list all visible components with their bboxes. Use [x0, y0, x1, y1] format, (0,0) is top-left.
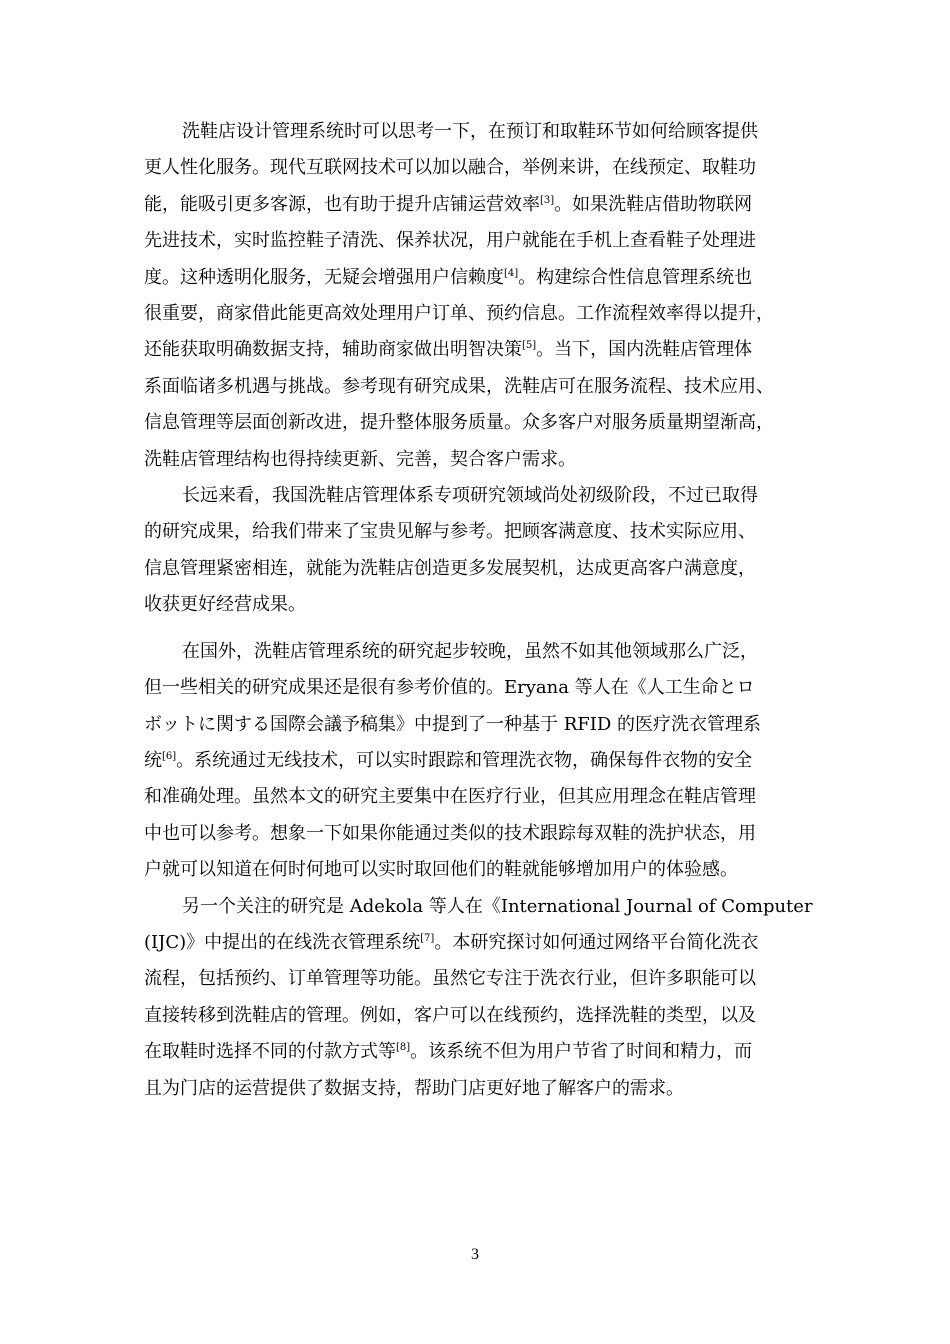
- text-line: 另一个关注的研究是 Adekola 等人在《International Journal of Computer: [182, 895, 813, 917]
- text-line: 先进技术，实时监控鞋子清洗、保养状况，用户就能在手机上查看鞋子处理进: [144, 230, 756, 252]
- citation-7: [7]: [420, 932, 435, 944]
- text-line: 户就可以知道在何时何地可以实时取回他们的鞋就能够增加用户的体验感。: [144, 859, 738, 881]
- document-body: [144, 114, 813, 1107]
- text-line: 在国外，洗鞋店管理系统的研究起步较晚，虽然不如其他领域那么广泛，: [182, 640, 758, 662]
- text-line: [144, 332, 808, 368]
- text-line: 和准确处理。虽然本文的研究主要集中在医疗行业，但其应用理念在鞋店管理: [144, 786, 756, 808]
- page-number: 3: [471, 1246, 479, 1263]
- citation-3: [3]: [540, 194, 555, 206]
- text-line: [144, 1034, 808, 1070]
- text-line: 洗鞋店设计管理系统时可以思考一下，在预订和取鞋环节如何给顾客提供: [182, 121, 758, 142]
- text-line: [144, 260, 808, 296]
- text-run: 。系统通过无线技术，可以实时跟踪和管理洗衣物，确保每件衣物的安全: [176, 749, 753, 771]
- text-run: 统: [144, 749, 162, 771]
- text-line: 但一些相关的研究成果还是很有参考价值的。Eryana 等人在《人工生命とロ: [144, 677, 755, 699]
- text-run: 。如果洗鞋店借助物联网: [554, 193, 753, 215]
- text-run: 。该系统不但为用户节省了时间和精力，而: [410, 1041, 753, 1063]
- paragraph-online-laundry-system: [144, 889, 813, 1107]
- text-run: 在取鞋时选择不同的付款方式等: [144, 1041, 396, 1063]
- text-line: 收获更好经营成果。: [144, 594, 306, 616]
- text-line: 更人性化服务。现代互联网技术可以加以融合，举例来讲，在线预定、取鞋功: [144, 157, 756, 179]
- text-line: ボットに関する国際会議予稿集》中提到了一种基于 RFID 的医疗洗衣管理系: [144, 713, 762, 735]
- citation-6: [6]: [162, 750, 177, 762]
- text-line: 系面临诸多机遇与挑战。参考现有研究成果，洗鞋店可在服务流程、技术应用、: [144, 375, 774, 397]
- text-run: 。当下，国内洗鞋店管理体: [536, 339, 753, 361]
- text-line: 流程，包括预约、订单管理等功能。虽然它专注于洗衣行业，但许多职能可以: [144, 968, 756, 990]
- text-run: 。构建综合性信息管理系统也: [518, 266, 753, 288]
- text-line: 中也可以参考。想象一下如果你能通过类似的技术跟踪每双鞋的洗护状态，用: [144, 822, 756, 844]
- text-line: 且为门店的运营提供了数据支持，帮助门店更好地了解客户的需求。: [144, 1077, 684, 1099]
- text-run: 度。这种透明化服务，无疑会增强用户信赖度: [144, 266, 504, 288]
- text-line: 直接转移到洗鞋店的管理。例如，客户可以在线预约，选择洗鞋的类型，以及: [144, 1004, 756, 1026]
- text-line: 洗鞋店管理结构也得持续更新、完善，契合客户需求。: [144, 448, 576, 470]
- paragraph-foreign-research: [144, 634, 808, 889]
- citation-4: [4]: [504, 267, 519, 279]
- text-line: 信息管理等层面创新改进，提升整体服务质量。众多客户对服务质量期望渐高，: [144, 412, 774, 434]
- text-run: 。本研究探讨如何通过网络平台简化洗衣: [434, 931, 759, 953]
- text-run: 还能获取明确数据支持，辅助商家做出明智决策: [144, 339, 522, 361]
- text-line: [144, 187, 808, 223]
- text-line: [144, 925, 808, 961]
- text-line: 长远来看，我国洗鞋店管理体系专项研究领域尚处初级阶段，不过已取得: [182, 485, 758, 507]
- text-line: 的研究成果，给我们带来了宝贵见解与参考。把顾客满意度、技术实际应用、: [144, 521, 756, 543]
- text-line: 很重要，商家借此能更高效处理用户订单、预约信息。工作流程效率得以提升，: [144, 303, 774, 325]
- paragraph-long-term-outlook: [144, 478, 808, 624]
- citation-8: [8]: [396, 1042, 411, 1054]
- text-run: 能，能吸引更多客源，也有助于提升店铺运营效率: [144, 193, 540, 215]
- text-line: [144, 743, 808, 779]
- paragraph-domestic-management: [144, 114, 808, 478]
- citation-5: [5]: [522, 340, 537, 352]
- text-run: (IJC)》中提出的在线洗衣管理系统: [144, 931, 421, 953]
- text-line: 信息管理紧密相连，就能为洗鞋店创造更多发展契机，达成更高客户满意度，: [144, 557, 756, 579]
